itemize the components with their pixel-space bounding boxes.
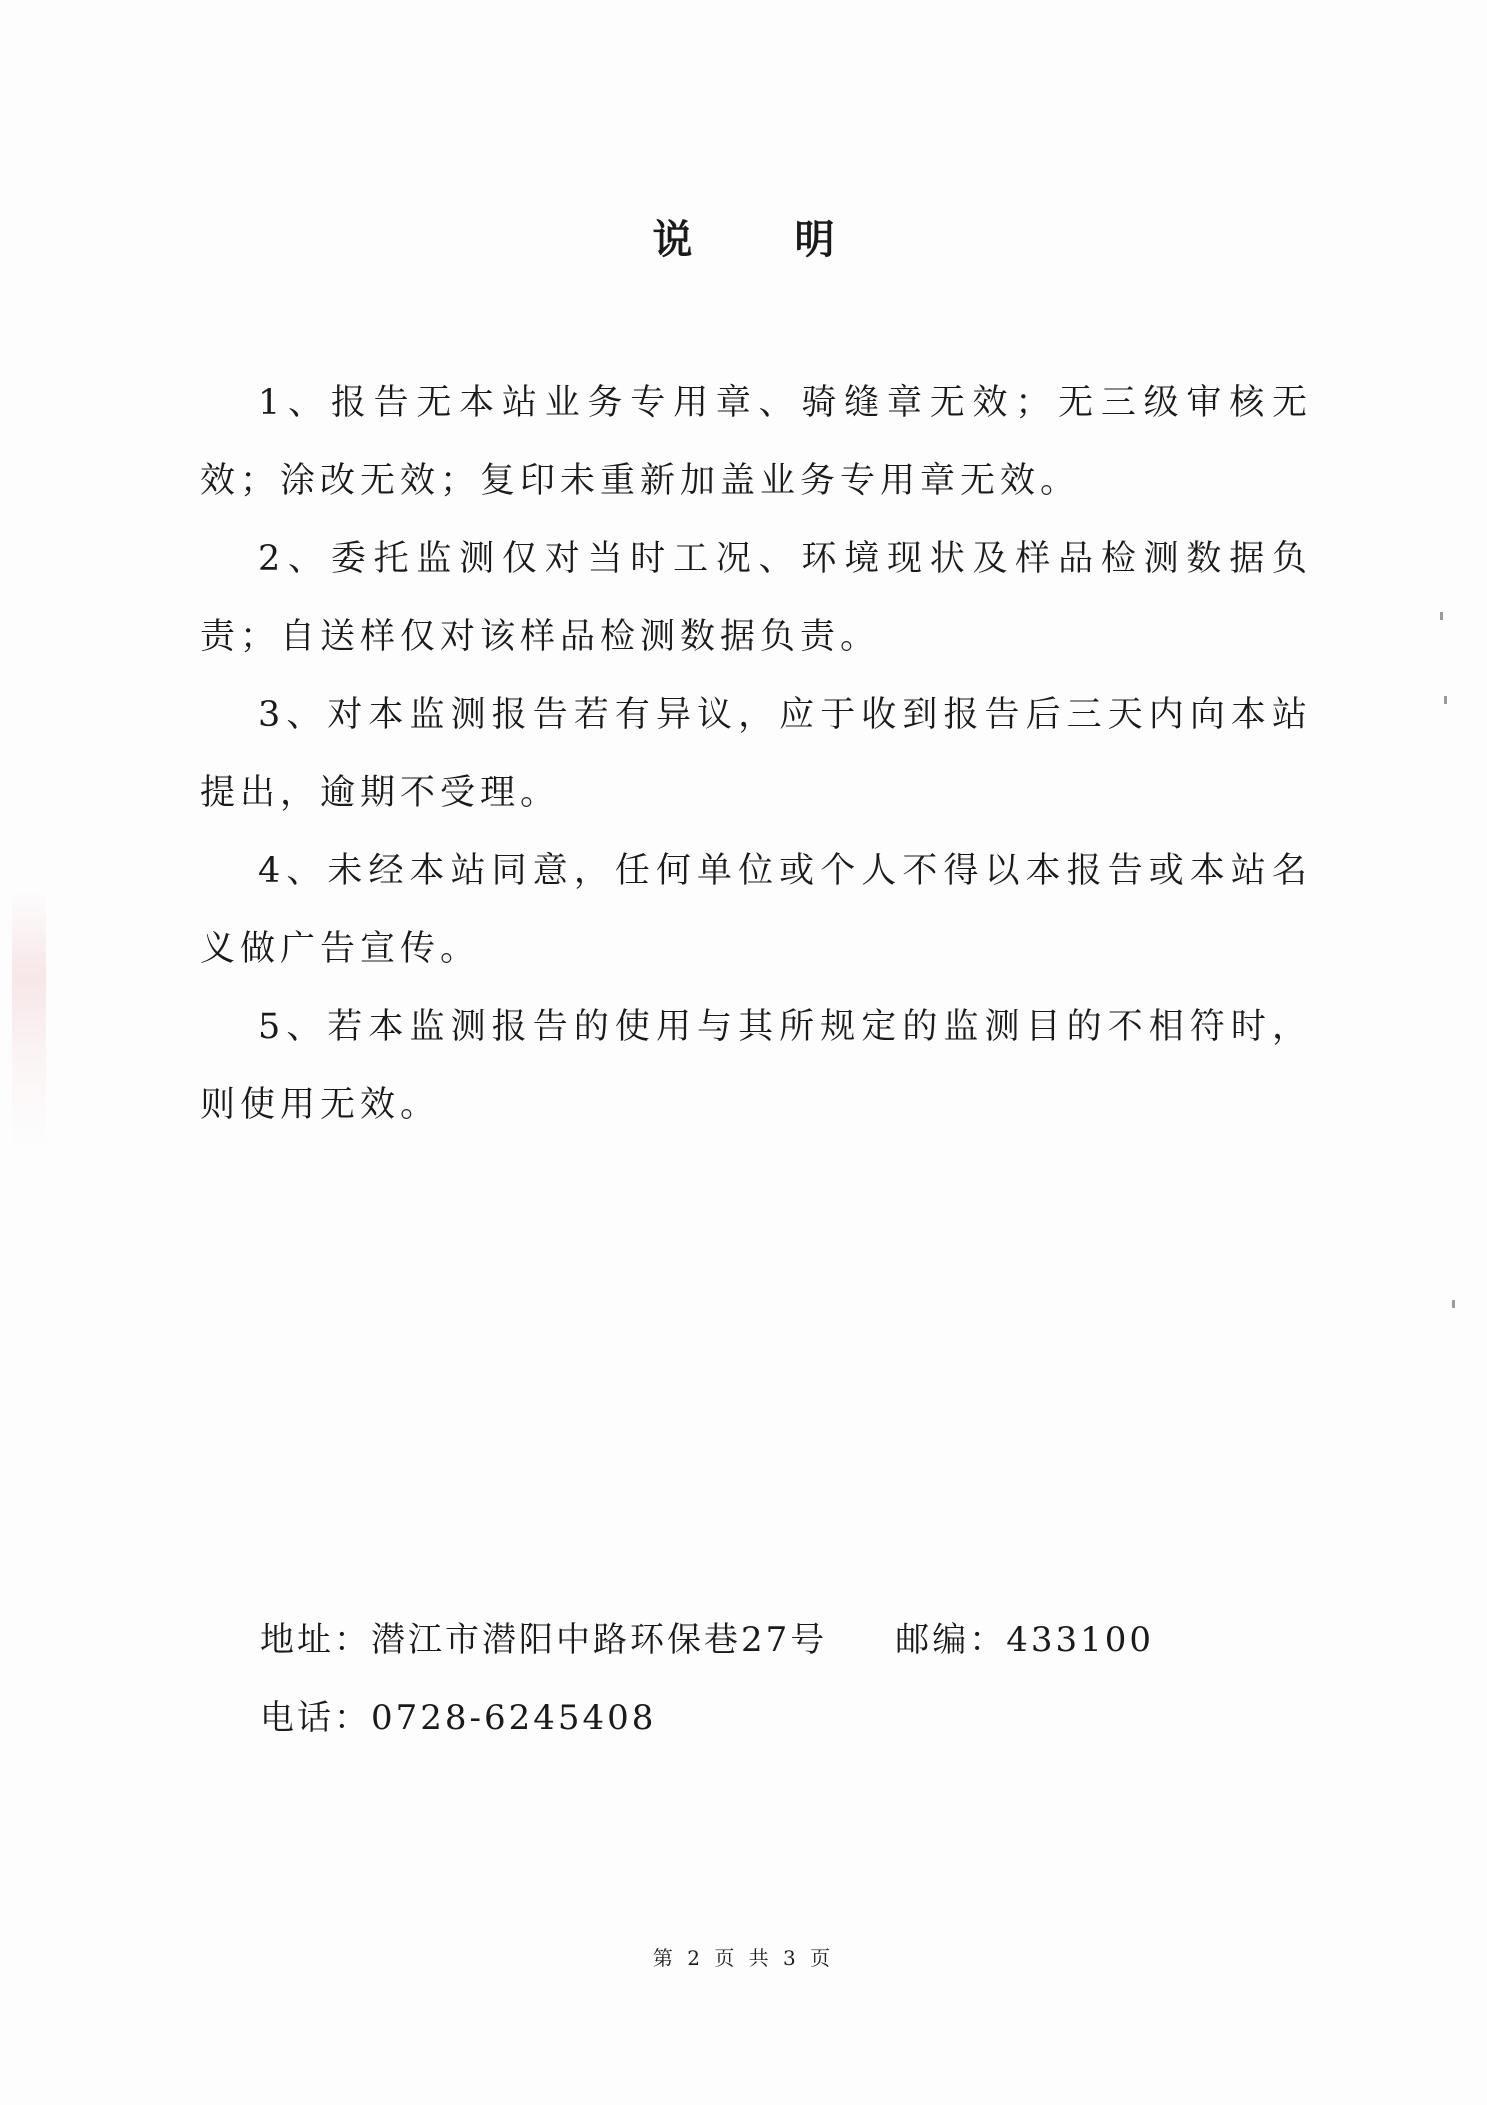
postcode-text: 邮编：433100	[895, 1620, 1155, 1660]
scan-speck	[1444, 696, 1447, 704]
page-number: 第 2 页 共 3 页	[652, 1946, 835, 1970]
note-item-5: 5、若本监测报告的使用与其所规定的监测目的不相符时，则使用无效。	[200, 1007, 1312, 1125]
stamp-trace	[12, 890, 46, 1150]
contact-address-line	[260, 1612, 1154, 1661]
notes-list	[200, 364, 1312, 1144]
note-item-4: 4、未经本站同意，任何单位或个人不得以本报告或本站名义做广告宣传。	[200, 851, 1312, 969]
scan-speck	[1452, 1300, 1455, 1308]
note-item-3: 3、对本监测报告若有异议，应于收到报告后三天内向本站提出，逾期不受理。	[200, 695, 1312, 813]
address-text: 地址：潜江市潜阳中路环保巷27号	[260, 1620, 828, 1660]
scan-speck	[1440, 612, 1443, 620]
phone-text: 电话：0728-6245408	[260, 1698, 657, 1738]
note-item-1: 1、报告无本站业务专用章、骑缝章无效；无三级审核无效；涂改无效；复印未重新加盖业务专用章无效。	[200, 383, 1312, 501]
page-title: 说 明	[652, 216, 879, 263]
note-item-2: 2、委托监测仅对当时工况、环境现状及样品检测数据负责；自送样仅对该样品检测数据负责。	[200, 539, 1312, 657]
